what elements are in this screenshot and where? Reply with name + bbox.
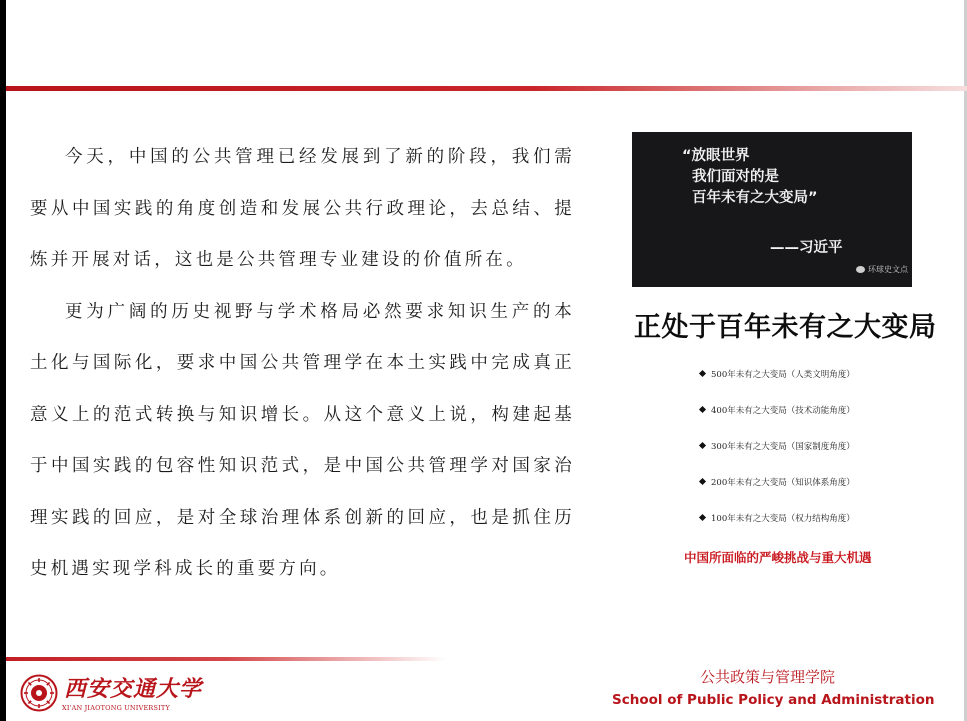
figure-headline: 正处于百年未有之大变局 xyxy=(634,312,937,343)
quote-image xyxy=(632,132,912,287)
diamond-bullet-icon xyxy=(699,442,706,449)
footer-divider xyxy=(6,657,446,661)
paragraph-1: 今天，中国的公共管理已经发展到了新的阶段，我们需要从中国实践的角度创造和发展公共行政理论，去总结、提炼并开展对话，这也是公共管理专业建设的价值所在。 xyxy=(30,147,575,270)
figure-caption: 中国所面临的严峻挑战与重大机遇 xyxy=(684,550,872,565)
list-item-text: 200年未有之大变局（知识体系角度） xyxy=(711,478,855,488)
list-item xyxy=(700,512,855,548)
left-edge-bar xyxy=(0,0,6,721)
paragraph-2: 更为广阔的历史视野与学术格局必然要求知识生产的本土化与国际化，要求中国公共管理学在本土实践中完成真正意义上的范式转换与知识增长。从这个意义上说，构建起基于中国实践的包容性知识范式，是中国公共管理学对国家治理实践的回应，是对全球治理体系创新的回应，也是抓住历史机遇实现学科成长的重要方向。 xyxy=(30,301,575,579)
diamond-bullet-icon xyxy=(699,406,706,413)
quote-line-1: “放眼世界 xyxy=(682,148,750,164)
diamond-bullet-icon xyxy=(699,478,706,485)
university-name-en: XI'AN JIAOTONG UNIVERSITY xyxy=(62,704,170,712)
quote-line-2: 我们面对的是 xyxy=(692,169,779,185)
list-item-text: 100年未有之大变局（权力结构角度） xyxy=(711,514,855,524)
slide-body-text xyxy=(30,132,575,596)
list-item-text: 300年未有之大变局（国家制度角度） xyxy=(711,442,855,452)
list-item xyxy=(700,440,855,476)
list-item xyxy=(700,404,855,440)
list-item xyxy=(700,476,855,512)
list-item-text: 400年未有之大变局（技术动能角度） xyxy=(711,406,855,416)
wechat-icon xyxy=(856,266,865,273)
list-item xyxy=(700,368,855,404)
quote-author: ——习近平 xyxy=(770,240,843,256)
header-divider xyxy=(6,86,967,91)
list-item-text: 500年未有之大变局（人类文明角度） xyxy=(711,370,855,380)
school-name-en: School of Public Policy and Administration xyxy=(612,692,935,708)
quote-line-3: 百年未有之大变局” xyxy=(692,190,818,206)
university-emblem-icon xyxy=(20,674,58,712)
watermark-text: 环球史文点 xyxy=(868,265,908,274)
university-name-cn: 西安交通大学 xyxy=(64,676,203,702)
quote-watermark xyxy=(856,264,908,275)
diamond-bullet-icon xyxy=(699,370,706,377)
diamond-bullet-icon xyxy=(699,514,706,521)
school-name-cn: 公共政策与管理学院 xyxy=(700,668,836,686)
era-list xyxy=(700,368,855,548)
